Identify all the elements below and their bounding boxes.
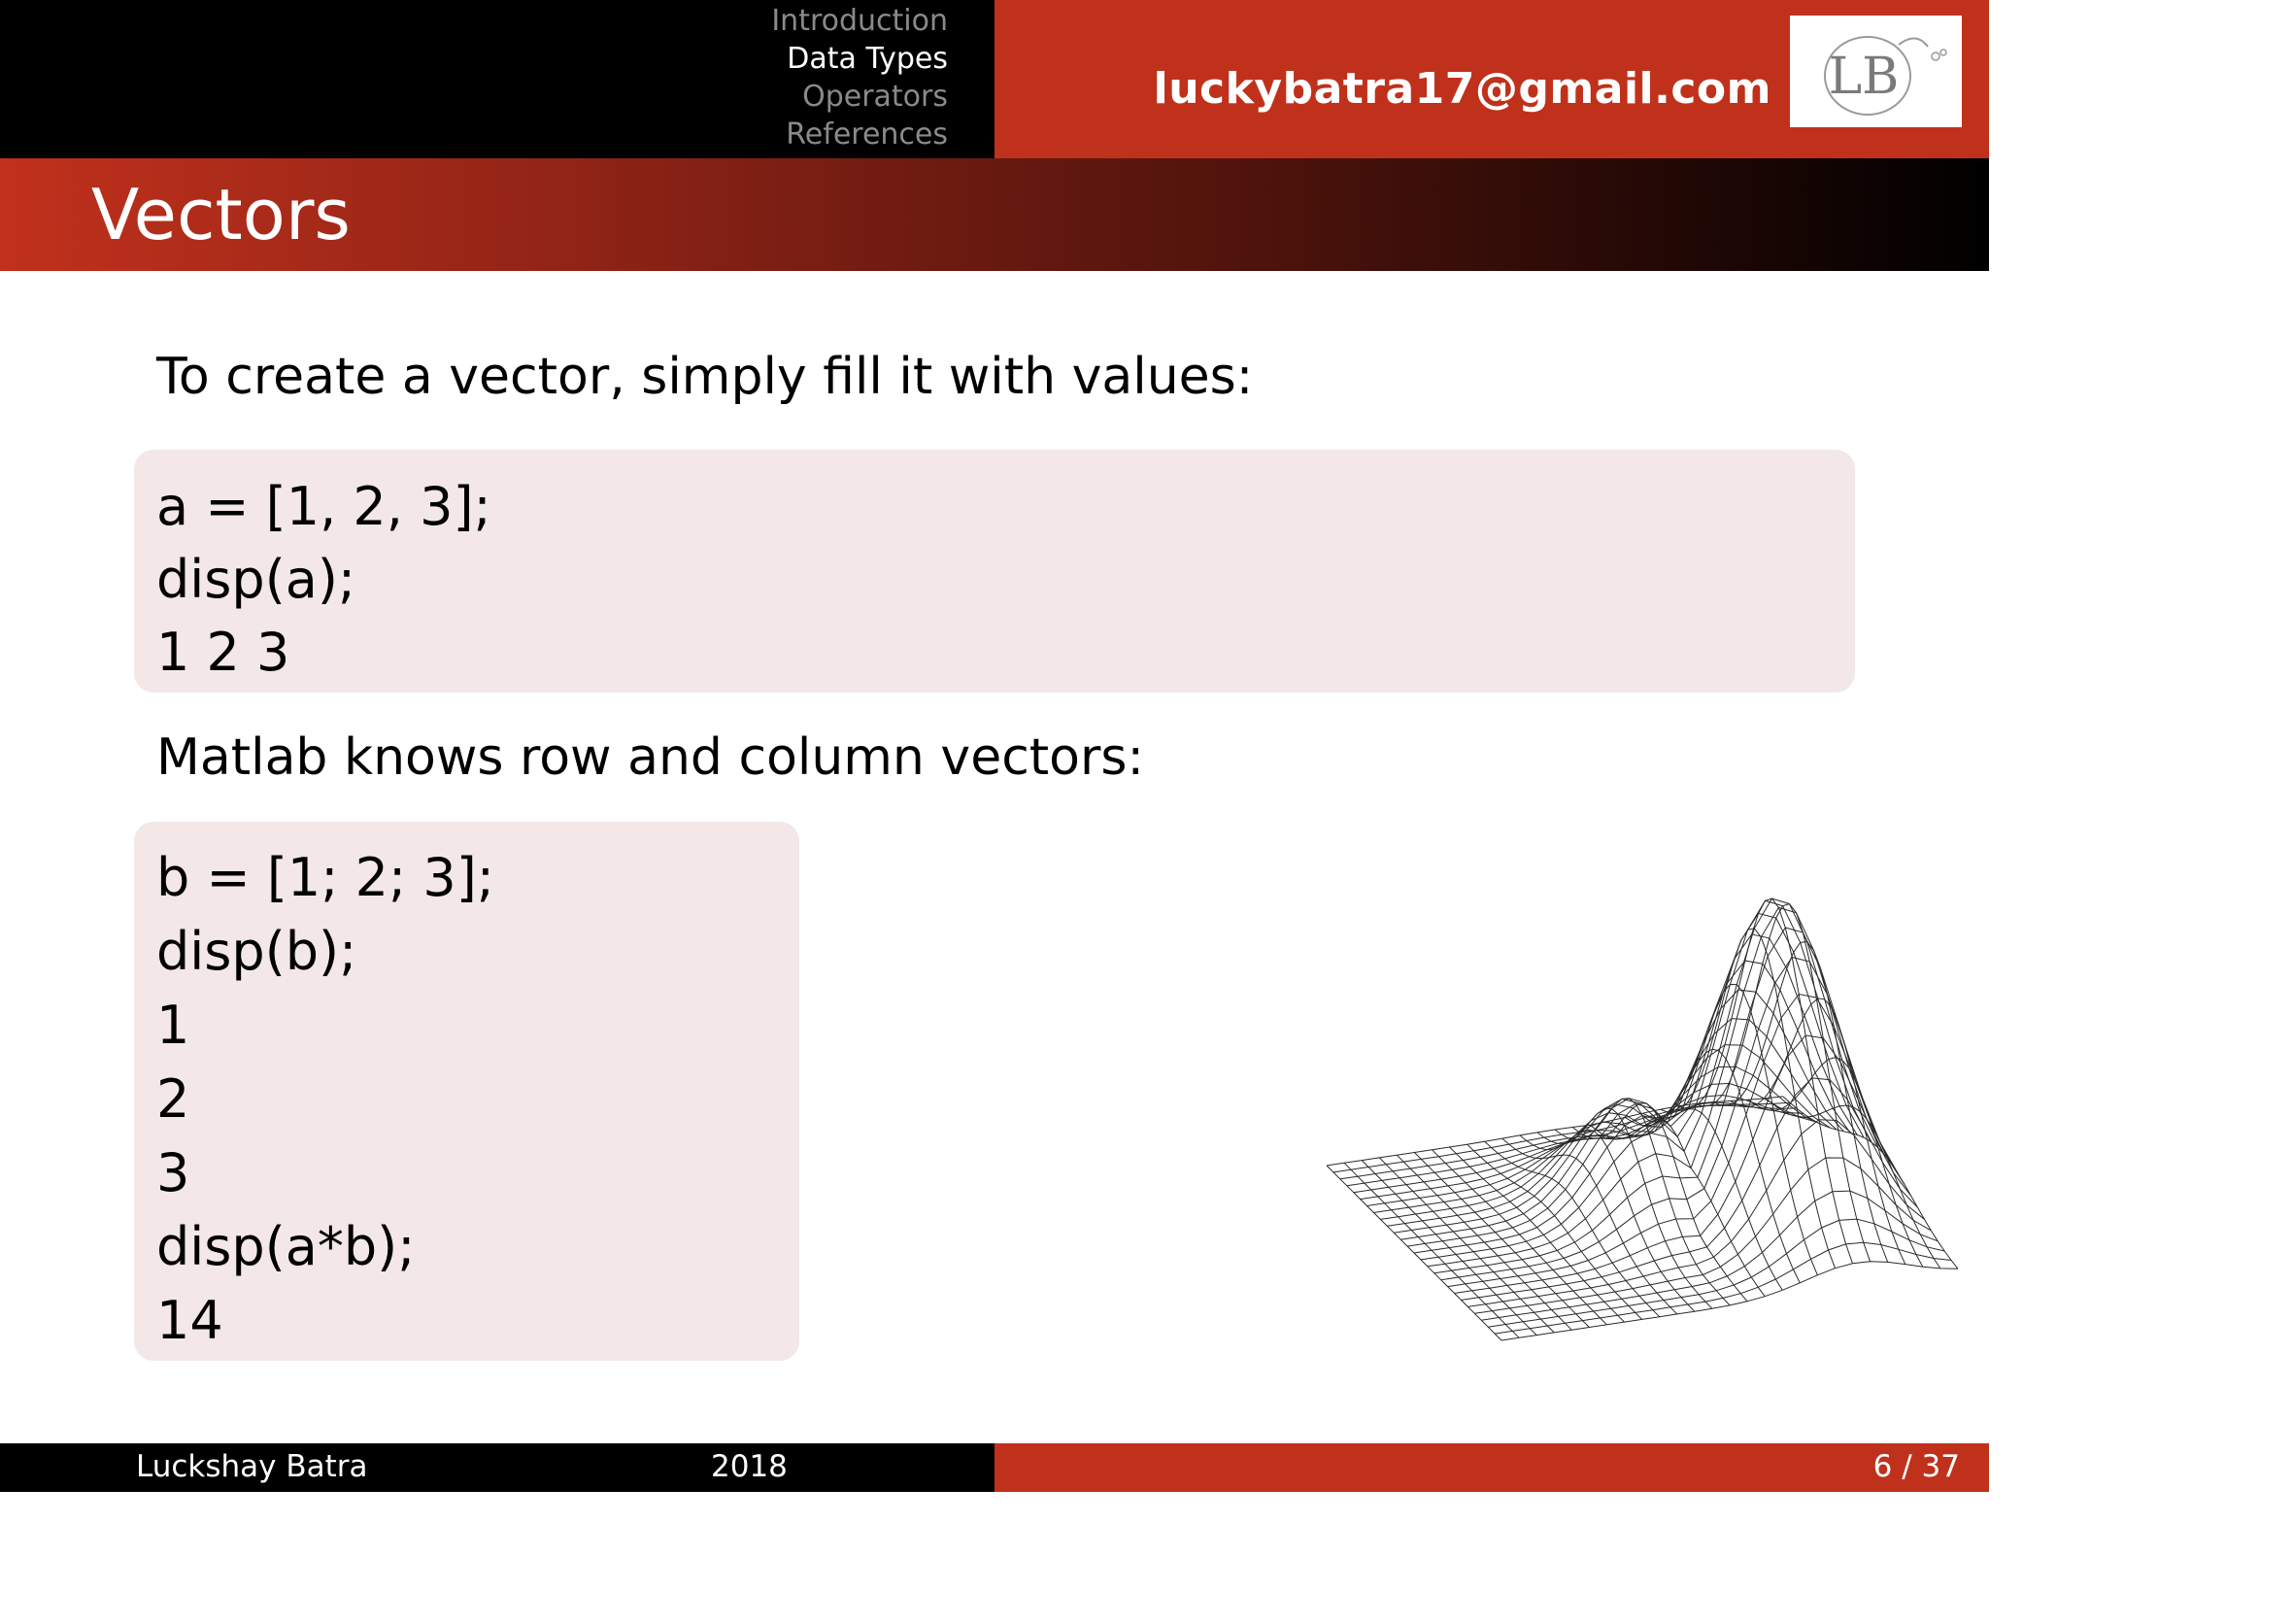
title-bar: [0, 158, 1989, 271]
code-line: 2: [156, 1068, 190, 1130]
header-nav-panel: [0, 0, 995, 158]
lb-logo-icon: [1790, 16, 1962, 127]
footer: [0, 1443, 2293, 1624]
svg-text:LB: LB: [1828, 48, 1900, 106]
mesh-line: [1400, 934, 1857, 1239]
mesh-line: [1467, 1144, 1642, 1319]
code-line: 14: [156, 1290, 223, 1351]
mesh-line: [1731, 998, 1905, 1265]
slide-title: Vectors: [91, 174, 351, 255]
mesh-line: [1467, 1120, 1924, 1307]
mesh-grid: [1327, 898, 1958, 1340]
code-line: b = [1; 2; 3];: [156, 847, 494, 908]
code-line: 1: [156, 995, 190, 1056]
footer-author: Luckshay Batra: [136, 1449, 368, 1484]
code-line: a = [1, 2, 3];: [156, 476, 491, 537]
mesh-line: [1766, 1099, 1940, 1269]
section-nav: [771, 2, 948, 153]
footer-left-panel: [0, 1443, 995, 1492]
intro-text: To create a vector, simply fill it with values:: [156, 348, 1254, 406]
nav-item-operators[interactable]: Operators: [802, 80, 948, 114]
mesh-line: [1333, 1102, 1790, 1172]
footer-page-number: 6 / 37: [1872, 1449, 1960, 1484]
code-line: disp(a*b);: [156, 1216, 416, 1277]
mesh-line: [1748, 1058, 1923, 1268]
middle-text: Matlab knows row and column vectors:: [156, 728, 1144, 787]
footer-right-panel: [995, 1443, 2293, 1624]
footer-year: 2018: [711, 1449, 788, 1484]
mesh-line: [1414, 900, 1871, 1253]
footer-talk-title: Matlab - Data Types and Operators: [2142, 1449, 2293, 1624]
mesh-line: [1642, 985, 1817, 1275]
author-email: luckybatra17@gmail.com: [1153, 64, 1771, 114]
code-line: 1 2 3: [156, 622, 290, 683]
lb-logo: [1790, 16, 1962, 127]
mesh-line: [1354, 1096, 1810, 1193]
mesh-line: [1380, 1019, 1837, 1220]
code-line: disp(a);: [156, 549, 356, 610]
nav-item-introduction[interactable]: Introduction: [771, 4, 948, 38]
mesh-surface-illustration: [1298, 845, 1958, 1370]
nav-item-data-types[interactable]: Data Types: [787, 42, 948, 76]
code-line: disp(b);: [156, 921, 357, 982]
mesh-line: [1428, 907, 1884, 1266]
code-line: 3: [156, 1142, 190, 1203]
nav-item-references[interactable]: References: [786, 118, 948, 152]
